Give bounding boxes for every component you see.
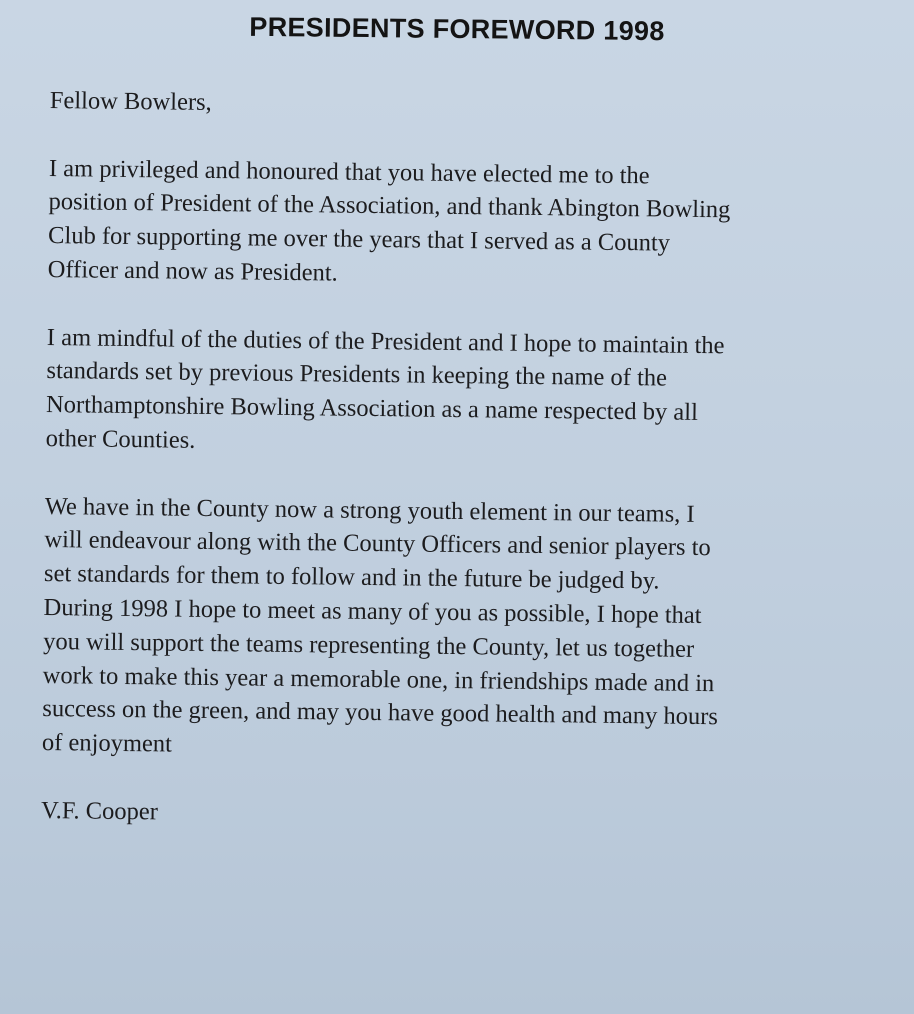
paragraph-line: other Counties. (45, 424, 196, 454)
foreword-body (41, 84, 880, 838)
paragraph-line: position of President of the Association, and thank Abington Bowling (48, 188, 731, 224)
paragraph-line: you will support the teams representing the County, let us together (43, 627, 695, 663)
paragraph-line: success on the green, and may you have good health and many hours (42, 695, 719, 731)
paragraph-line: Club for supporting me over the years that I served as a County (47, 222, 671, 257)
paragraph-line: We have in the County now a strong youth element in our teams, I (44, 492, 695, 528)
salutation: Fellow Bowlers, (49, 86, 212, 116)
paragraph-line: I am privileged and honoured that you have elected me to the (48, 154, 650, 189)
paragraph-2 (45, 321, 877, 466)
page-title: PRESIDENTS FOREWORD 1998 (249, 11, 665, 47)
paragraph-line: work to make this year a memorable one, in friendships made and in (42, 661, 715, 697)
paragraph-line: set standards for them to follow and in the future be judged by. (43, 560, 660, 595)
signature: V.F. Cooper (40, 796, 158, 826)
paragraph-line: Officer and now as President. (47, 255, 338, 287)
paragraph-line: During 1998 I hope to meet as many of you as possible, I hope that (43, 593, 702, 629)
paragraph-line: Northamptonshire Bowling Association as a name respected by all (45, 391, 699, 427)
paragraph-1 (48, 152, 880, 297)
paragraph-3 (42, 490, 875, 770)
paragraph-line: standards set by previous Presidents in keeping the name of the (46, 357, 668, 392)
paragraph-line: of enjoyment (41, 729, 173, 758)
paragraph-line: I am mindful of the duties of the President and I hope to maintain the (46, 323, 725, 359)
paragraph-line: will endeavour along with the County Officers and senior players to (44, 526, 711, 562)
